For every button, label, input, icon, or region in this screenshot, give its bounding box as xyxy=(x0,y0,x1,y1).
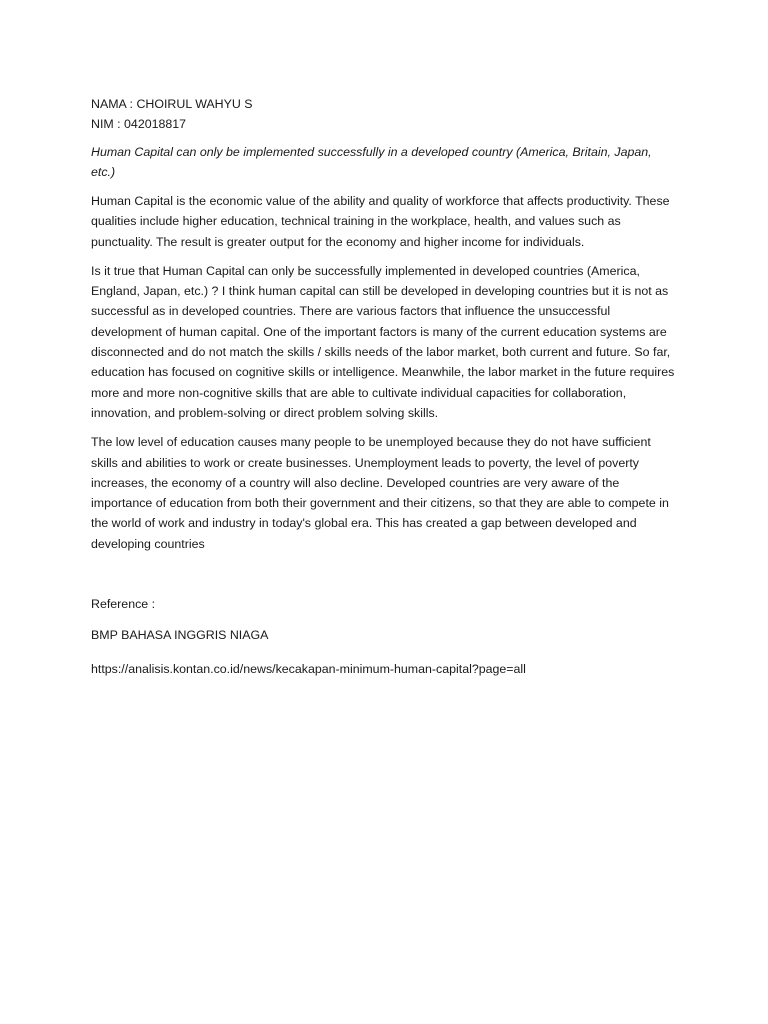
student-name: NAMA : CHOIRUL WAHYU S xyxy=(91,97,253,111)
student-nim: NIM : 042018817 xyxy=(91,117,187,131)
reference-item-book: BMP BAHASA INGGRIS NIAGA xyxy=(91,628,269,643)
paragraph-definition: Human Capital is the economic value of the ability and quality of workforce that affects productivity. These qualities include higher education, technical training in the workplace, health, and values such as punctuality. The result is greater output for the economy and higher income for individuals. xyxy=(91,194,670,249)
essay-title: Human Capital can only be implemented successfully in a developed country (America, Britain, Japan, etc.) xyxy=(91,145,652,179)
reference-label: Reference : xyxy=(91,597,156,612)
paragraph-conclusion: The low level of education causes many people to be unemployed because they do not have sufficient skills and abilities to work or create businesses. Unemployment leads to poverty, the level of poverty increases, the economy of a country will also decline. Developed countries are very aware of the importance of education from both their government and their citizens, so that they are able to compete in the world of work and industry in today's global era. This has created a gap between developed and developing countries xyxy=(91,435,669,551)
paragraph-argument: Is it true that Human Capital can only be successfully implemented in developed countries (America, England, Japan, etc.) ? I think human capital can still be developed in developing countries but it is not as successful as in developed countries. There are various factors that influence the unsuccessful development of human capital. One of the important factors is many of the current education systems are disconnected and do not match the skills / skills needs of the labor market, both current and future. So far, education has focused on cognitive skills or intelligence. Meanwhile, the labor market in the future requires more and more non-cognitive skills that are able to cultivate individual capacities for collaboration, innovation, and problem-solving or direct problem solving skills. xyxy=(91,263,675,420)
reference-item-url: https://analisis.kontan.co.id/news/kecakapan-minimum-human-capital?page=all xyxy=(91,662,526,677)
